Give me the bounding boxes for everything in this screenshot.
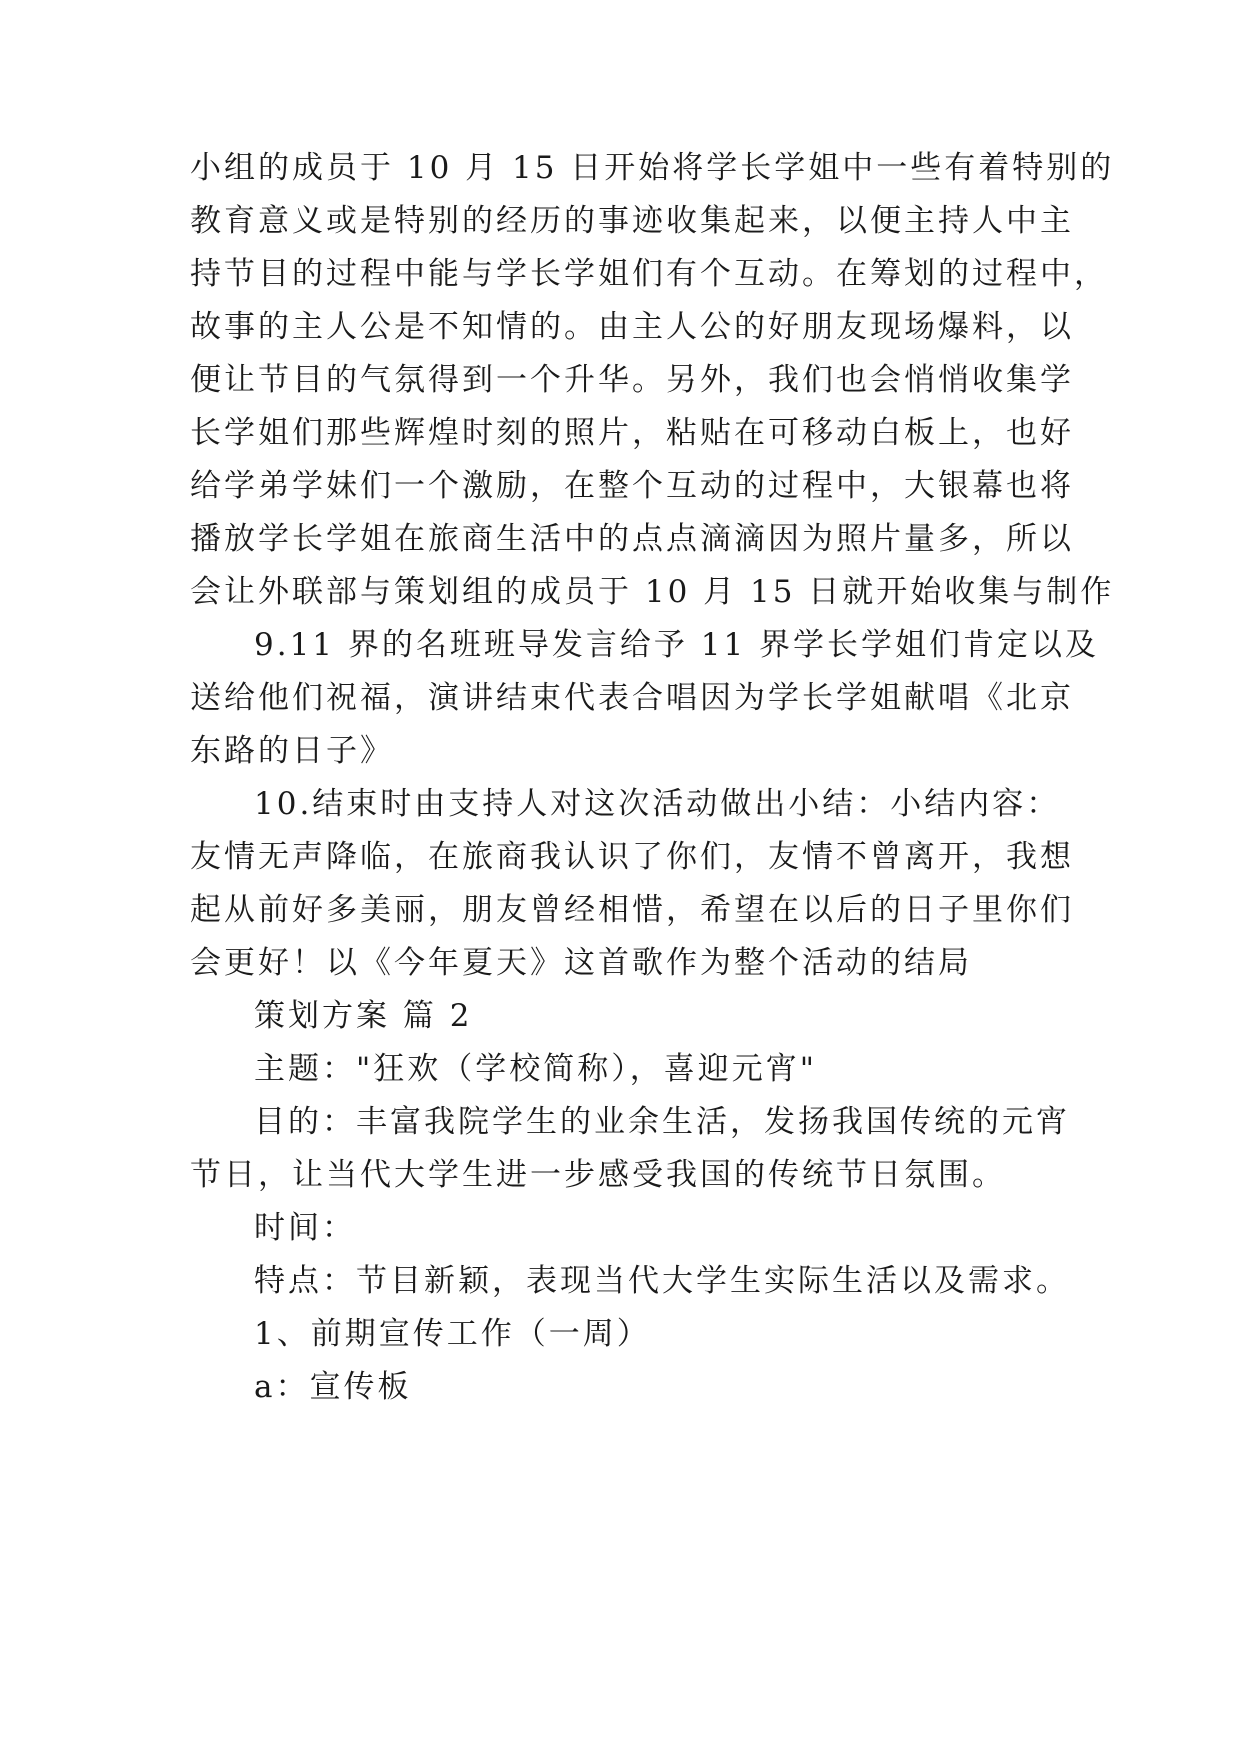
text-line: 友情无声降临，在旅商我认识了你们，友情不曾离开，我想 — [190, 839, 1074, 875]
text-line: 东路的日子》 — [190, 733, 394, 769]
text-line: 会更好！以《今年夏天》这首歌作为整个活动的结局 — [190, 945, 972, 981]
text-line: 目的：丰富我院学生的业余生活，发扬我国传统的元宵 — [254, 1104, 1070, 1140]
text-line: 会让外联部与策划组的成员于 10 月 15 日就开始收集与制作 — [190, 574, 1115, 610]
text-line: 9.11 界的名班班导发言给予 11 界学长学姐们肯定以及 — [254, 627, 1100, 663]
text-line: 小组的成员于 10 月 15 日开始将学长学姐中一些有着特别的 — [190, 150, 1115, 186]
text-line: 故事的主人公是不知情的。由主人公的好朋友现场爆料，以 — [190, 309, 1074, 345]
section-heading: 策划方案 篇 2 — [254, 998, 473, 1034]
text-line: 时间： — [254, 1210, 356, 1246]
text-line: 节日，让当代大学生进一步感受我国的传统节日氛围。 — [190, 1157, 1006, 1193]
text-line: 教育意义或是特别的经历的事迹收集起来，以便主持人中主 — [190, 203, 1074, 239]
text-line: a：宣传板 — [254, 1369, 412, 1405]
text-line: 送给他们祝福，演讲结束代表合唱因为学长学姐献唱《北京 — [190, 680, 1074, 716]
text-line: 特点：节目新颖，表现当代大学生实际生活以及需求。 — [254, 1263, 1070, 1299]
text-line: 播放学长学姐在旅商生活中的点点滴滴因为照片量多，所以 — [190, 521, 1074, 557]
text-line: 便让节目的气氛得到一个升华。另外，我们也会悄悄收集学 — [190, 362, 1074, 398]
text-line: 长学姐们那些辉煌时刻的照片，粘贴在可移动白板上，也好 — [190, 415, 1074, 451]
text-line: 主题："狂欢（学校简称），喜迎元宵" — [254, 1051, 818, 1087]
text-line: 给学弟学妹们一个激励，在整个互动的过程中，大银幕也将 — [190, 468, 1074, 504]
text-line: 1、前期宣传工作（一周） — [254, 1316, 651, 1352]
text-line: 起从前好多美丽，朋友曾经相惜，希望在以后的日子里你们 — [190, 892, 1074, 928]
text-line: 10.结束时由支持人对这次活动做出小结：小结内容： — [254, 786, 1061, 822]
text-line: 持节目的过程中能与学长学姐们有个互动。在筹划的过程中， — [190, 256, 1108, 292]
